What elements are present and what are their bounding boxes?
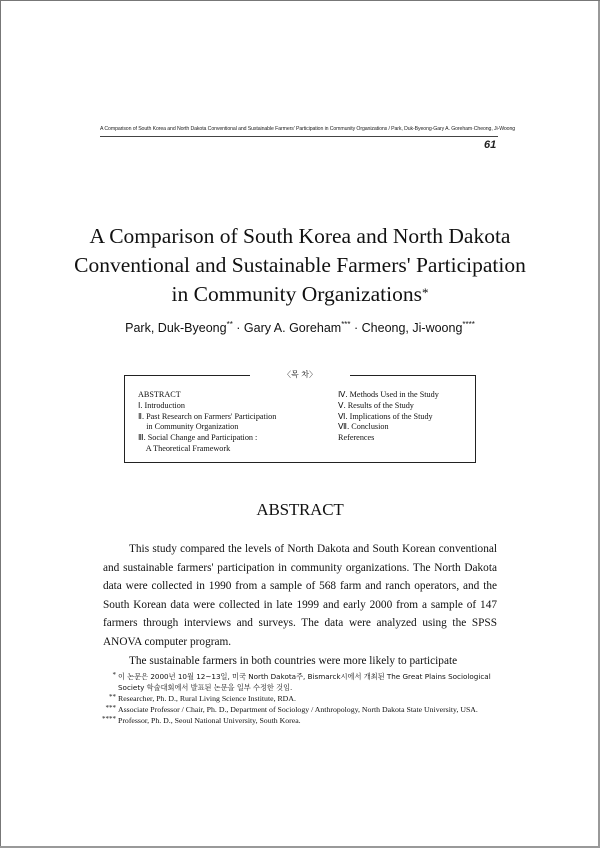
footnote [104, 672, 499, 694]
author-name: Park, Duk-Byeong [125, 321, 227, 336]
author-mark: **** [462, 320, 475, 329]
toc-entry: Ⅵ. Implications of the Study [338, 411, 433, 421]
author-separator: · [232, 321, 244, 336]
author-separator: · [350, 321, 362, 336]
title-footnote-marker: * [421, 285, 429, 300]
running-head: A Comparison of South Korea and North Dakota Conventional and Sustainable Farmers' Participation in Community Organizations / Park, Duk-Byeong·Gary A. Goreham·Cheong, Ji-Woong [100, 126, 516, 132]
footnote-mark: * [112, 671, 116, 679]
scan-edge-top [0, 0, 600, 1]
toc-right-column [338, 390, 439, 444]
footnote-text: Professor, Ph. D., Seoul National University, South Korea. [118, 715, 301, 725]
toc-entry: Ⅶ. Conclusion [338, 422, 389, 432]
toc-entry: Ⅰ. Introduction [138, 400, 185, 410]
scan-edge-left [0, 0, 1, 848]
title-line-3-wrap [60, 280, 540, 309]
footnote [104, 694, 499, 705]
toc-entry: Ⅴ. Results of the Study [338, 400, 414, 410]
page-number: 61 [484, 139, 497, 151]
author-line [60, 320, 540, 335]
paper-title [60, 222, 540, 309]
author-mark: *** [341, 320, 351, 329]
author-mark: ** [226, 320, 233, 329]
toc-entry: ABSTRACT [138, 390, 181, 399]
author-name: Gary A. Goreham [243, 321, 342, 336]
toc-entry: A Theoretical Framework [138, 443, 231, 453]
footnote-text: Researcher, Ph. D., Rural Living Science Institute, RDA. [118, 693, 296, 703]
title-line-2: Conventional and Sustainable Farmers' Participation [74, 253, 526, 277]
footnote-mark: ** [109, 692, 116, 701]
footnote-text: Associate Professor / Chair, Ph. D., Department of Sociology / Anthropology, North Dakota State University, USA. [118, 704, 478, 714]
header-rule [100, 136, 498, 137]
abstract-paragraph: The sustainable farmers in both countries were more likely to participate [129, 654, 458, 667]
footnote-text: 이 논문은 2000년 10월 12~13일, 미국 North Dakota주, Bismarck시에서 개최된 The Great Plains Sociological Society 학술대회에서 발표된 논문을 일부 수정한 것임. [118, 672, 491, 692]
author-name: Cheong, Ji-woong [361, 321, 463, 336]
toc-heading: 〈목 차〉 [250, 369, 350, 381]
toc-entry: Ⅱ. Past Research on Farmers' Participation [138, 411, 277, 421]
footnote [104, 705, 499, 716]
toc-entry: in Community Organization [138, 422, 239, 432]
toc-left-column [138, 390, 276, 455]
toc-entry: Ⅳ. Methods Used in the Study [338, 390, 439, 399]
abstract-paragraph: This study compared the levels of North Dakota and South Korean conventional and sustainable farmers' participation in community organizations. The North Dakota data were collected in 1990 from a sample of 568 farm and ranch operators, and the South Korean data were collected in late 1999 and early 2000 from a sample of 147 farmers through interviews and surveys. The data were analyzed using the SPSS ANOVA computer program. [103, 543, 497, 648]
abstract-body [103, 540, 497, 670]
abstract-heading: ABSTRACT [256, 500, 344, 519]
toc-entry: References [338, 433, 375, 443]
toc-entry: Ⅲ. Social Change and Participation : [138, 433, 258, 443]
footnotes [104, 672, 499, 727]
title-line-1: A Comparison of South Korea and North Dakota [89, 224, 511, 248]
footnote-mark: **** [102, 714, 116, 723]
title-line-3: in Community Organizations [171, 282, 422, 306]
footnote-mark: *** [105, 703, 116, 712]
footnote [104, 716, 499, 727]
